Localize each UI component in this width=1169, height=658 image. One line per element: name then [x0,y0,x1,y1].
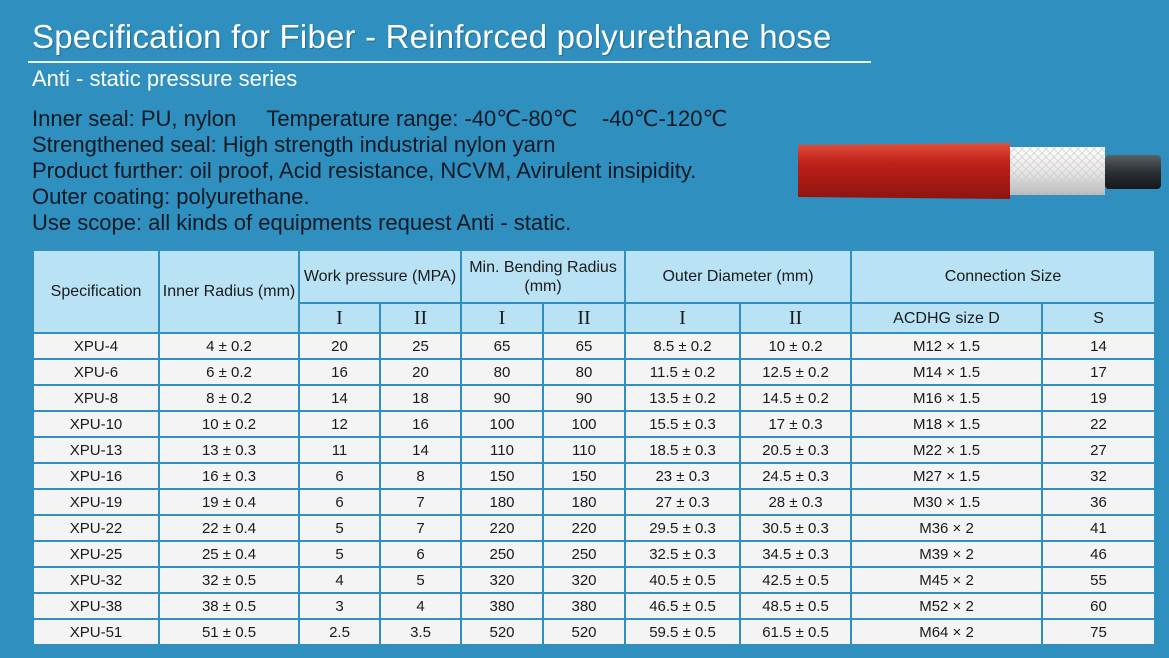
cell-work-pressure-ii: 7 [380,515,461,541]
cell-work-pressure-i: 11 [299,437,380,463]
cell-outer-i: 32.5 ± 0.3 [625,541,740,567]
cell-work-pressure-i: 5 [299,515,380,541]
cell-bending-i: 80 [461,359,543,385]
cell-s: 46 [1042,541,1155,567]
cell-inner-radius: 22 ± 0.4 [159,515,299,541]
cell-outer-i: 18.5 ± 0.3 [625,437,740,463]
cell-outer-i: 46.5 ± 0.5 [625,593,740,619]
header-bending-ii: II [543,303,625,333]
cell-work-pressure-i: 2.5 [299,619,380,645]
cell-outer-i: 8.5 ± 0.2 [625,333,740,359]
table-row [33,593,1155,619]
cell-work-pressure-i: 6 [299,463,380,489]
cell-s: 19 [1042,385,1155,411]
cell-work-pressure-ii: 5 [380,567,461,593]
table-row [33,359,1155,385]
cell-work-pressure-i: 5 [299,541,380,567]
cell-work-pressure-ii: 16 [380,411,461,437]
cell-specification: XPU-22 [33,515,159,541]
cell-outer-i: 23 ± 0.3 [625,463,740,489]
cell-bending-i: 320 [461,567,543,593]
header-acdhg-size: ACDHG size D [851,303,1042,333]
cell-work-pressure-i: 3 [299,593,380,619]
cell-bending-ii: 65 [543,333,625,359]
cell-outer-ii: 28 ± 0.3 [740,489,851,515]
cell-bending-ii: 320 [543,567,625,593]
cell-work-pressure-ii: 3.5 [380,619,461,645]
cell-bending-i: 110 [461,437,543,463]
cell-inner-radius: 6 ± 0.2 [159,359,299,385]
spec-line-product-further: Product further: oil proof, Acid resistance, NCVM, Avirulent insipidity. [32,158,697,183]
page-subtitle: Anti - static pressure series [32,66,298,91]
cell-bending-i: 380 [461,593,543,619]
cell-work-pressure-i: 16 [299,359,380,385]
cell-s: 36 [1042,489,1155,515]
cell-inner-radius: 32 ± 0.5 [159,567,299,593]
cell-bending-ii: 520 [543,619,625,645]
cell-inner-radius: 4 ± 0.2 [159,333,299,359]
table-row [33,385,1155,411]
cell-work-pressure-ii: 14 [380,437,461,463]
header-outer-diameter: Outer Diameter (mm) [625,250,851,303]
cell-outer-ii: 30.5 ± 0.3 [740,515,851,541]
cell-bending-ii: 250 [543,541,625,567]
cell-specification: XPU-32 [33,567,159,593]
cell-acdhg-size: M22 × 1.5 [851,437,1042,463]
cell-work-pressure-ii: 7 [380,489,461,515]
cell-outer-i: 11.5 ± 0.2 [625,359,740,385]
cell-specification: XPU-51 [33,619,159,645]
cell-outer-ii: 24.5 ± 0.3 [740,463,851,489]
cell-outer-i: 59.5 ± 0.5 [625,619,740,645]
cell-bending-i: 100 [461,411,543,437]
cell-specification: XPU-38 [33,593,159,619]
cell-work-pressure-ii: 8 [380,463,461,489]
spec-description [32,106,727,236]
cell-bending-ii: 80 [543,359,625,385]
cell-outer-ii: 42.5 ± 0.5 [740,567,851,593]
cell-specification: XPU-25 [33,541,159,567]
cell-work-pressure-ii: 25 [380,333,461,359]
table-row [33,541,1155,567]
cell-acdhg-size: M18 × 1.5 [851,411,1042,437]
cell-outer-i: 13.5 ± 0.2 [625,385,740,411]
cell-bending-ii: 180 [543,489,625,515]
header-bending-i: I [461,303,543,333]
cell-s: 27 [1042,437,1155,463]
header-outer-ii: II [740,303,851,333]
cell-work-pressure-i: 14 [299,385,380,411]
cell-acdhg-size: M52 × 2 [851,593,1042,619]
cell-inner-radius: 19 ± 0.4 [159,489,299,515]
cell-bending-ii: 380 [543,593,625,619]
cell-s: 55 [1042,567,1155,593]
title-underline [28,61,871,63]
cell-work-pressure-ii: 20 [380,359,461,385]
cell-s: 32 [1042,463,1155,489]
cell-outer-ii: 10 ± 0.2 [740,333,851,359]
table-row [33,619,1155,645]
cell-inner-radius: 51 ± 0.5 [159,619,299,645]
table-row [33,437,1155,463]
cell-acdhg-size: M14 × 1.5 [851,359,1042,385]
cell-acdhg-size: M12 × 1.5 [851,333,1042,359]
cell-bending-i: 520 [461,619,543,645]
cell-s: 17 [1042,359,1155,385]
cell-inner-radius: 38 ± 0.5 [159,593,299,619]
cell-inner-radius: 8 ± 0.2 [159,385,299,411]
cell-acdhg-size: M45 × 2 [851,567,1042,593]
cell-outer-i: 29.5 ± 0.3 [625,515,740,541]
cell-work-pressure-i: 12 [299,411,380,437]
header-specification: Specification [33,250,159,333]
cell-bending-i: 250 [461,541,543,567]
header-outer-i: I [625,303,740,333]
cell-bending-ii: 110 [543,437,625,463]
cell-s: 75 [1042,619,1155,645]
cell-bending-ii: 220 [543,515,625,541]
header-s: S [1042,303,1155,333]
table-row [33,489,1155,515]
cell-specification: XPU-10 [33,411,159,437]
cell-bending-i: 65 [461,333,543,359]
cell-work-pressure-i: 4 [299,567,380,593]
cell-outer-i: 15.5 ± 0.3 [625,411,740,437]
spec-table [32,249,1156,646]
table-row [33,463,1155,489]
header-work-pressure-ii: II [380,303,461,333]
cell-outer-ii: 12.5 ± 0.2 [740,359,851,385]
page-title: Specification for Fiber - Reinforced polyurethane hose [32,18,832,55]
cell-acdhg-size: M39 × 2 [851,541,1042,567]
spec-line-use-scope: Use scope: all kinds of equipments request Anti - static. [32,210,572,235]
cell-acdhg-size: M36 × 2 [851,515,1042,541]
cell-acdhg-size: M64 × 2 [851,619,1042,645]
header-min-bending: Min. Bending Radius (mm) [461,250,625,303]
table-row [33,515,1155,541]
cell-work-pressure-i: 20 [299,333,380,359]
spec-table-body [33,333,1155,645]
header-work-pressure: Work pressure (MPA) [299,250,461,303]
cell-specification: XPU-6 [33,359,159,385]
cell-bending-ii: 150 [543,463,625,489]
cell-inner-radius: 25 ± 0.4 [159,541,299,567]
spec-line-strengthened-seal: Strengthened seal: High strength industrial nylon yarn [32,132,556,157]
cell-s: 41 [1042,515,1155,541]
cell-s: 14 [1042,333,1155,359]
cell-bending-ii: 90 [543,385,625,411]
table-row [33,411,1155,437]
spec-line-outer-coating: Outer coating: polyurethane. [32,184,310,209]
header-inner-radius: Inner Radius (mm) [159,250,299,333]
table-row [33,333,1155,359]
cell-acdhg-size: M27 × 1.5 [851,463,1042,489]
cell-specification: XPU-19 [33,489,159,515]
cell-outer-ii: 14.5 ± 0.2 [740,385,851,411]
cell-acdhg-size: M30 × 1.5 [851,489,1042,515]
cell-inner-radius: 16 ± 0.3 [159,463,299,489]
cell-work-pressure-ii: 18 [380,385,461,411]
cell-specification: XPU-13 [33,437,159,463]
cell-s: 22 [1042,411,1155,437]
cell-specification: XPU-16 [33,463,159,489]
cell-work-pressure-ii: 6 [380,541,461,567]
cell-specification: XPU-4 [33,333,159,359]
cell-bending-i: 150 [461,463,543,489]
cell-work-pressure-ii: 4 [380,593,461,619]
cell-inner-radius: 13 ± 0.3 [159,437,299,463]
cell-acdhg-size: M16 × 1.5 [851,385,1042,411]
cell-s: 60 [1042,593,1155,619]
cell-work-pressure-i: 6 [299,489,380,515]
spec-line-inner-seal: Inner seal: PU, nylon Temperature range: -40℃-80℃ -40℃-120℃ [32,106,728,131]
cell-outer-ii: 20.5 ± 0.3 [740,437,851,463]
cell-outer-ii: 61.5 ± 0.5 [740,619,851,645]
cell-outer-ii: 17 ± 0.3 [740,411,851,437]
cell-specification: XPU-8 [33,385,159,411]
cell-outer-ii: 48.5 ± 0.5 [740,593,851,619]
cell-outer-i: 40.5 ± 0.5 [625,567,740,593]
hose-image [798,141,1163,201]
cell-outer-ii: 34.5 ± 0.3 [740,541,851,567]
cell-bending-i: 90 [461,385,543,411]
cell-bending-i: 180 [461,489,543,515]
cell-bending-i: 220 [461,515,543,541]
header-connection-size: Connection Size [851,250,1155,303]
header-work-pressure-i: I [299,303,380,333]
table-row [33,567,1155,593]
cell-inner-radius: 10 ± 0.2 [159,411,299,437]
cell-bending-ii: 100 [543,411,625,437]
cell-outer-i: 27 ± 0.3 [625,489,740,515]
